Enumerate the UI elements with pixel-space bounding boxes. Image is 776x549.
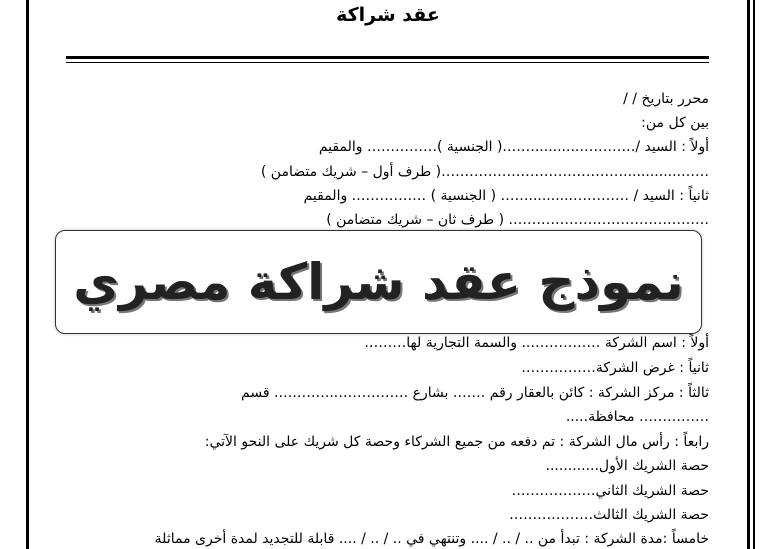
page-border-right-outer: [753, 0, 755, 549]
contract-date-line: محرر بتاريخ / /: [623, 91, 709, 107]
capital-line: رابعاً : رأس مال الشركة : تم دفعه من جميع الشركاء وحصة كل شريك على النحو الآتي:: [204, 434, 709, 450]
banner-title: نموذج عقد شراكة مصري: [73, 253, 684, 311]
first-party-line: أولاً : السيد /…………..........…….( الجنسية )…………… والمقيم: [318, 139, 709, 155]
second-party-line: ثانياً : السيد / …………..........…… ( الجنسية ) ……………. والمقيم: [303, 188, 709, 204]
first-party-role-line: …….............…………………………………( طرف أول – شريك متضامن ): [260, 164, 709, 180]
company-address-line: ثالثاً : مركز الشركة : كائن بالعقار رقم ……. بشارع ……………...…….…. قسم: [241, 385, 709, 401]
company-purpose-line: ثانياً : غرض الشركة…………….: [521, 360, 709, 376]
company-governorate-line: …………… محافظة.....: [565, 409, 709, 425]
second-party-role-line: ……………………………………. ( طرف ثان – شريك متضامن ): [326, 212, 709, 228]
company-duration-line: خامساً :مدة الشركة : تبدأ من .. / .. / .... وتنتهي في .. / .. / .... قابلة للتجديد لمدة أخرى مماثلة: [154, 531, 709, 547]
partner-three-share-line: حصة الشريك الثالث………………: [509, 507, 709, 523]
overlay-banner: [55, 230, 702, 334]
between-line: بين كل من:: [641, 115, 709, 131]
title-divider-thick: [66, 56, 709, 59]
document-title: عقد شراكة: [336, 4, 440, 26]
partner-one-share-line: حصة الشريك الأول............: [545, 458, 709, 474]
partner-two-share-line: حصة الشريك الثاني………………: [511, 483, 709, 499]
title-divider-thin: [66, 62, 709, 63]
page-border-right: [747, 0, 750, 549]
page-border-left: [26, 0, 29, 549]
company-name-line: أولاً : اسم الشركة …………….. والسمة التجارية لها………: [364, 335, 709, 351]
